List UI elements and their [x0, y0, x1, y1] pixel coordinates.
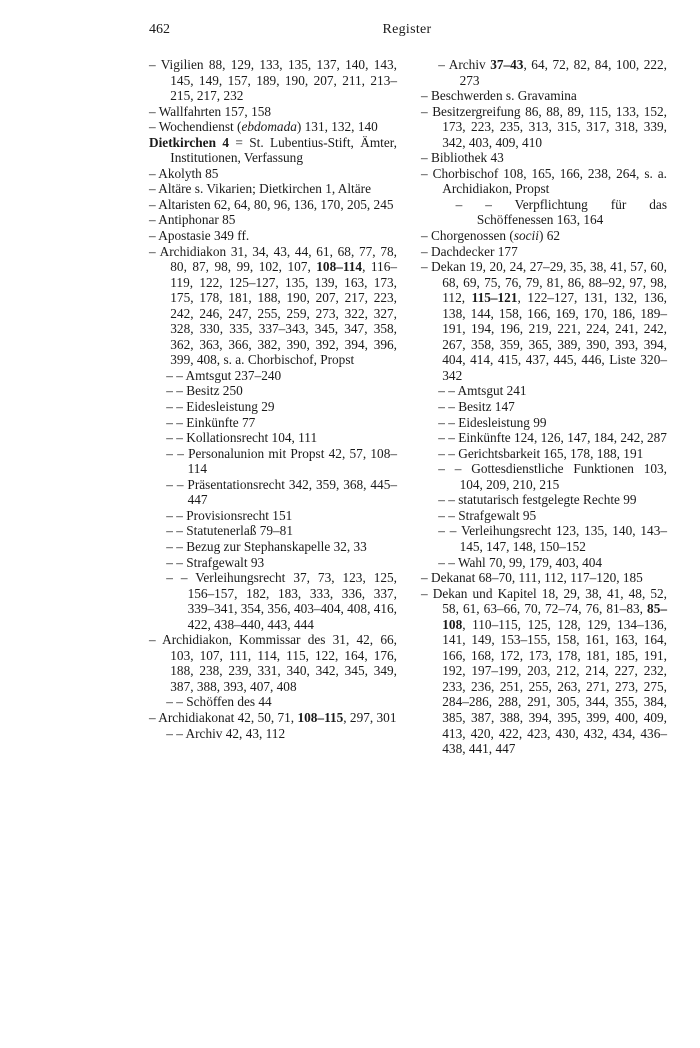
index-entry	[149, 570, 397, 632]
entry-text: – – Strafgewalt 93	[166, 554, 265, 570]
entry-text: – Bibliothek 43	[421, 150, 504, 166]
entry-text: – Vigilien 88, 129, 133, 135, 137, 140, 143, 145, 149, 157, 189, 190, 207, 211, 213–215, 217, 232	[149, 57, 397, 104]
entry-text: – Altaristen 62, 64, 80, 96, 136, 170, 205, 245	[149, 196, 394, 212]
index-heading	[149, 135, 397, 166]
index-entry	[421, 228, 667, 244]
italic-term: ebdomada	[241, 119, 297, 135]
index-entry	[421, 166, 667, 197]
entry-text: ) 62	[538, 228, 561, 244]
entry-text: – Besitzergreifung 86, 88, 89, 115, 133, 152, 173, 223, 235, 313, 315, 317, 318, 339, 342, 403, 409, 410	[421, 103, 667, 150]
entry-text: – Dekan und Kapitel 18, 29, 38, 41, 48, 52, 58, 61, 63–66, 70, 72–74, 76, 81–83,	[421, 585, 667, 617]
entry-text: , 64, 72, 82, 84, 100, 222, 273	[459, 57, 667, 88]
entry-text: – – Verpflichtung für das Schöffenessen 163, 164	[455, 196, 667, 228]
entry-text: – – Provisionsrecht 151	[166, 507, 293, 523]
entry-text: – Beschwerden s. Gravamina	[421, 88, 577, 104]
index-entry	[421, 57, 667, 88]
bold-term: 108–115	[297, 709, 344, 725]
entry-text: – Wallfahrten 157, 158	[149, 103, 272, 119]
index-entry	[421, 399, 667, 415]
bold-term: 37–43	[490, 57, 524, 72]
page-number: 462	[149, 22, 170, 37]
index-entry	[421, 555, 667, 571]
entry-text: – – Schöffen des 44	[166, 694, 272, 710]
entry-text: – Archidiakonat 42, 50, 71,	[149, 709, 298, 725]
entry-text: – – Einkünfte 77	[166, 414, 256, 430]
index-entry	[421, 104, 667, 151]
index-entry	[149, 508, 397, 524]
italic-term: socii	[513, 228, 539, 244]
entry-text: – – Strafgewalt 95	[438, 507, 537, 523]
index-entry	[149, 446, 397, 477]
index-entry	[421, 150, 667, 166]
index-entry	[421, 523, 667, 554]
index-entry	[149, 477, 397, 508]
entry-text: – Archidiakon, Kommissar des 31, 42, 66, 103, 107, 111, 114, 115, 122, 164, 176, 188, 238, 239, 331, 340, 342, 345, 349, 387, 388, 393, 407, 408	[149, 632, 397, 694]
index-column-left	[149, 57, 397, 741]
entry-text: – Chorbischof 108, 165, 166, 238, 264, s. a. Archidiakon, Propst	[421, 165, 667, 197]
index-entry	[421, 197, 667, 228]
index-entry	[421, 383, 667, 399]
entry-text: – – Amtsgut 237–240	[166, 367, 282, 383]
index-entry	[421, 586, 667, 757]
index-entry	[149, 244, 397, 368]
entry-text: – – Besitz 250	[166, 383, 243, 399]
index-entry	[149, 57, 397, 104]
entry-text: – – Präsentationsrecht 342, 359, 368, 445–447	[166, 476, 397, 508]
index-entry	[421, 259, 667, 383]
index-entry	[421, 461, 667, 492]
index-entry	[149, 119, 397, 135]
entry-text: – Archiv	[438, 57, 491, 72]
entry-text: – – Statutenerlaß 79–81	[166, 523, 293, 539]
index-entry	[149, 632, 397, 694]
entry-text: – Chorgenossen (	[421, 228, 514, 244]
entry-text: – – Einkünfte 124, 126, 147, 184, 242, 287	[438, 430, 667, 446]
index-entry	[149, 726, 397, 742]
index-entry	[149, 197, 397, 213]
entry-text: – Dachdecker 177	[421, 243, 518, 259]
entry-text: – Dekanat 68–70, 111, 112, 117–120, 185	[421, 570, 643, 586]
entry-text: , 122–127, 131, 132, 136, 138, 144, 158, 166, 169, 170, 186, 189–191, 194, 196, 219, 221, 224, 241, 242, 267, 358, 359, 365, 389, 390, 393, 394, 404, 414, 415, 437, 445, 446, Liste 320–342	[442, 290, 667, 383]
entry-text: ) 131, 132, 140	[296, 119, 378, 135]
bold-term: Dietkirchen 4	[149, 134, 229, 150]
index-entry	[149, 166, 397, 182]
index-entry	[149, 399, 397, 415]
index-entry	[421, 446, 667, 462]
index-entry	[421, 88, 667, 104]
index-entry	[421, 430, 667, 446]
bold-term: 108–114	[316, 259, 363, 275]
entry-text: – – Personalunion mit Propst 42, 57, 108–114	[166, 445, 397, 477]
bold-term: 85–108	[442, 601, 667, 632]
index-entry	[149, 368, 397, 384]
index-entry	[149, 228, 397, 244]
index-entry	[149, 694, 397, 710]
entry-text: – – Besitz 147	[438, 399, 515, 415]
index-entry	[421, 492, 667, 508]
entry-text: – – Eidesleistung 99	[438, 414, 547, 430]
entry-text: – – Gottesdienstliche Funktionen 103, 104, 209, 210, 215	[438, 461, 667, 492]
entry-text: – Antiphonar 85	[149, 212, 236, 228]
entry-text: – – Bezug zur Stephanskapelle 32, 33	[166, 538, 367, 554]
entry-text: – Dekan 19, 20, 24, 27–29, 35, 38, 41, 57, 60, 68, 69, 75, 76, 79, 81, 86, 88–92, 97, 98, 112,	[421, 259, 667, 306]
entry-text: – – Eidesleistung 29	[166, 399, 275, 415]
entry-text: – – Amtsgut 241	[438, 383, 527, 399]
index-entry	[421, 244, 667, 260]
index-entry	[149, 555, 397, 571]
entry-text: – – Verleihungsrecht 123, 135, 140, 143–145, 147, 148, 150–152	[438, 523, 667, 554]
running-title: Register	[382, 22, 432, 37]
entry-text: – Archidiakon 31, 34, 43, 44, 61, 68, 77, 78, 80, 87, 98, 99, 102, 107,	[149, 243, 397, 275]
index-entry	[149, 181, 397, 197]
entry-text: – – Verleihungsrecht 37, 73, 123, 125, 156–157, 182, 183, 333, 336, 337, 339–341, 354, 356, 403–404, 408, 416, 422, 438–440, 443, 444	[166, 570, 397, 632]
index-entry	[149, 104, 397, 120]
entry-text: – Akolyth 85	[149, 165, 219, 181]
index-entry	[149, 539, 397, 555]
index-entry	[149, 523, 397, 539]
index-entry	[421, 570, 667, 586]
entry-text: – Altäre s. Vikarien; Dietkirchen 1, Altäre	[149, 181, 371, 197]
index-entry	[149, 430, 397, 446]
index-entry	[149, 212, 397, 228]
entry-text: , 297, 301	[343, 709, 397, 725]
index-entry	[149, 710, 397, 726]
index-entry	[421, 508, 667, 524]
entry-text: = St. Lubentius-Stift, Ämter, Institutionen, Verfassung	[170, 134, 397, 166]
entry-text: – Wochendienst (	[149, 119, 242, 135]
index-entry	[149, 415, 397, 431]
entry-text: – Apostasie 349 ff.	[149, 228, 250, 244]
entry-text: – – Gerichtsbarkeit 165, 178, 188, 191	[438, 445, 644, 461]
entry-text: – – Kollationsrecht 104, 111	[166, 430, 318, 446]
entry-text: – – Wahl 70, 99, 179, 403, 404	[438, 554, 603, 570]
index-entry	[149, 383, 397, 399]
page-header	[149, 22, 665, 42]
entry-text: – – Archiv 42, 43, 112	[166, 725, 286, 741]
entry-text: , 116–119, 122, 125–127, 135, 139, 163, 173, 175, 178, 181, 188, 190, 207, 217, 223, 242, 246, 247, 255, 259, 273, 322, 327, 328, 330, 335, 337–343, 345, 347, 358, 362, 363, 366, 382, 390, 392, 394, 396, 399, 408, s. a. Chorbischof, Propst	[170, 259, 397, 368]
bold-term: 115–121	[471, 290, 518, 306]
index-column-right	[421, 57, 667, 757]
entry-text: , 110–115, 125, 128, 129, 134–136, 141, 149, 153–155, 158, 161, 163, 164, 166, 168, 172, 173, 178, 181, 185, 191, 192, 197–199, 203, 212, 214, 227, 232, 233, 236, 251, 255, 263, 271, 273, 275, 284–286, 288, 291, 305, 344, 355, 384, 385, 387, 388, 394, 395, 399, 400, 409, 413, 420, 422, 423, 430, 432, 434, 436–438, 441, 447	[442, 616, 667, 757]
entry-text: – – statutarisch festgelegte Rechte 99	[438, 492, 637, 508]
index-entry	[421, 415, 667, 431]
